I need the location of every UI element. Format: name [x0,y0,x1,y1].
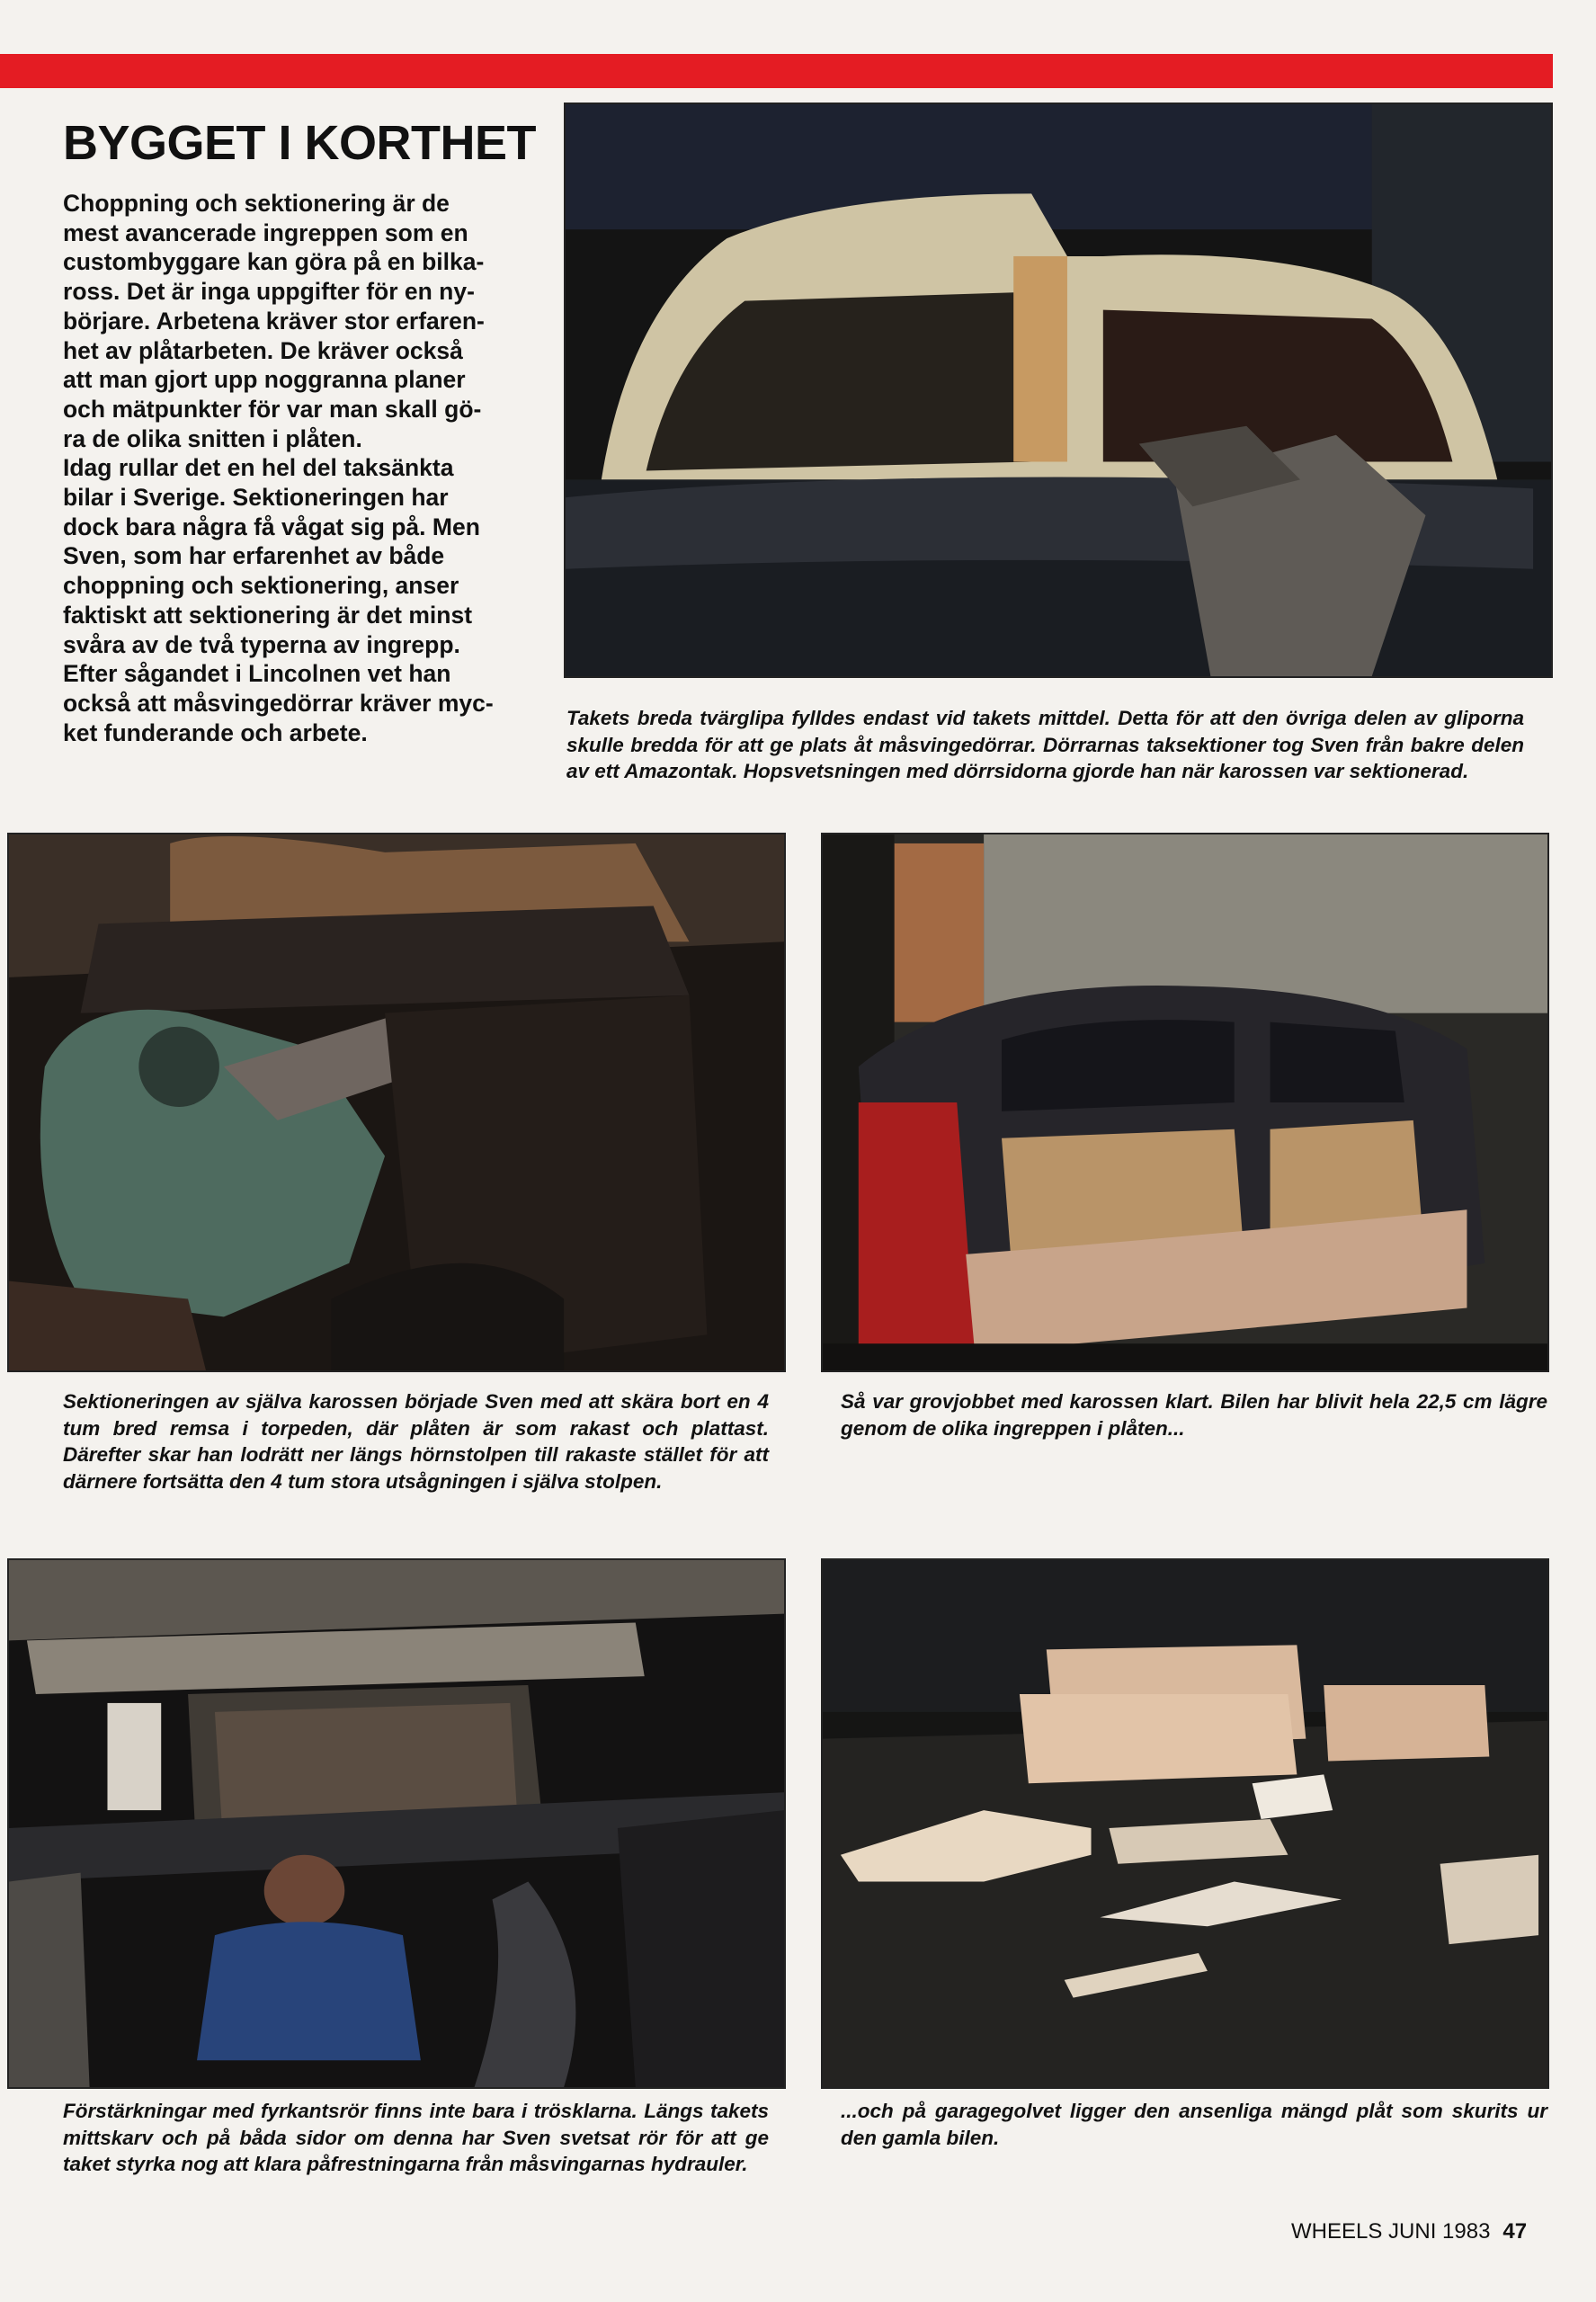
photo-roof-section [564,103,1553,678]
page-number: 47 [1502,2219,1528,2244]
photo-sectioned-body [821,833,1549,1372]
sidebar-text: Choppning och sektionering är de mest avancerade ingreppen som en custombyggare kan göra på en bilka- ross. Det är inga uppgifter för en ny- börjare. Arbetena kräver stor erfaren- het av plåtarbeten. De kräver också att man gjort upp noggranna planer och mätpunkter för var man skall gö- ra de olika snitten i plåten. Idag rullar det en hel del taksänkta bilar i Sverige. Sektioneringen har dock bara några få vågat sig på. Men Sven, som har erfarenhet av både choppning och sektionering, anser faktiskt att sektionering är det minst svåra av de två typerna av ingrepp. Efter sågandet i Lincolnen vet han också att måsvingedörrar kräver myc- ket funderande och arbete. [63,190,494,746]
sidebar-title: BYGGET I KORTHET [63,116,537,170]
caption-bottom-right: ...och på garagegolvet ligger den ansenliga mängd plåt som skurits ur den gamla bilen. [841,2100,1547,2149]
photo-scrap-metal [821,1558,1549,2089]
page-footer [1291,2219,1527,2244]
red-header-bar [0,54,1553,88]
caption-top: Takets breda tvärglipa fylldes endast vid takets mittdel. Detta för att den övriga delen av gliporna skulle bredda för att ge plats åt måsvingedörrar. Dörrarnas taksektioner tog Sven från bakre delen av ett Amazontak. Hopsvetsningen med dörrsidorna gjorde han när karossen var sektionerad. [566,707,1524,782]
photo-roof-reinforcement [7,1558,786,2089]
caption-bottom-left: Förstärkningar med fyrkantsrör finns inte bara i trösklarna. Längs takets mittskarv och på båda sidor om denna har Sven svetsat rör för att ge taket styrka nog att klara påfrestningarna från måsvingarnas hydrauler. [63,2100,769,2175]
photo-engine-bay [7,833,786,1372]
caption-middle-right: Så var grovjobbet med karossen klart. Bilen har blivit hela 22,5 cm lägre genom de olika ingreppen i plåten... [841,1390,1547,1440]
magazine-issue: WHEELS JUNI 1983 [1291,2219,1491,2244]
caption-middle-left: Sektioneringen av själva karossen började Sven med att skära bort en 4 tum bred remsa i torpeden, där plåten är som rakast och plattast. Därefter skar han lodrätt ner längs hörnstolpen till rakaste stället för att därnere fortsätta den 4 tum stora utsågningen i själva stolpen. [63,1390,769,1493]
